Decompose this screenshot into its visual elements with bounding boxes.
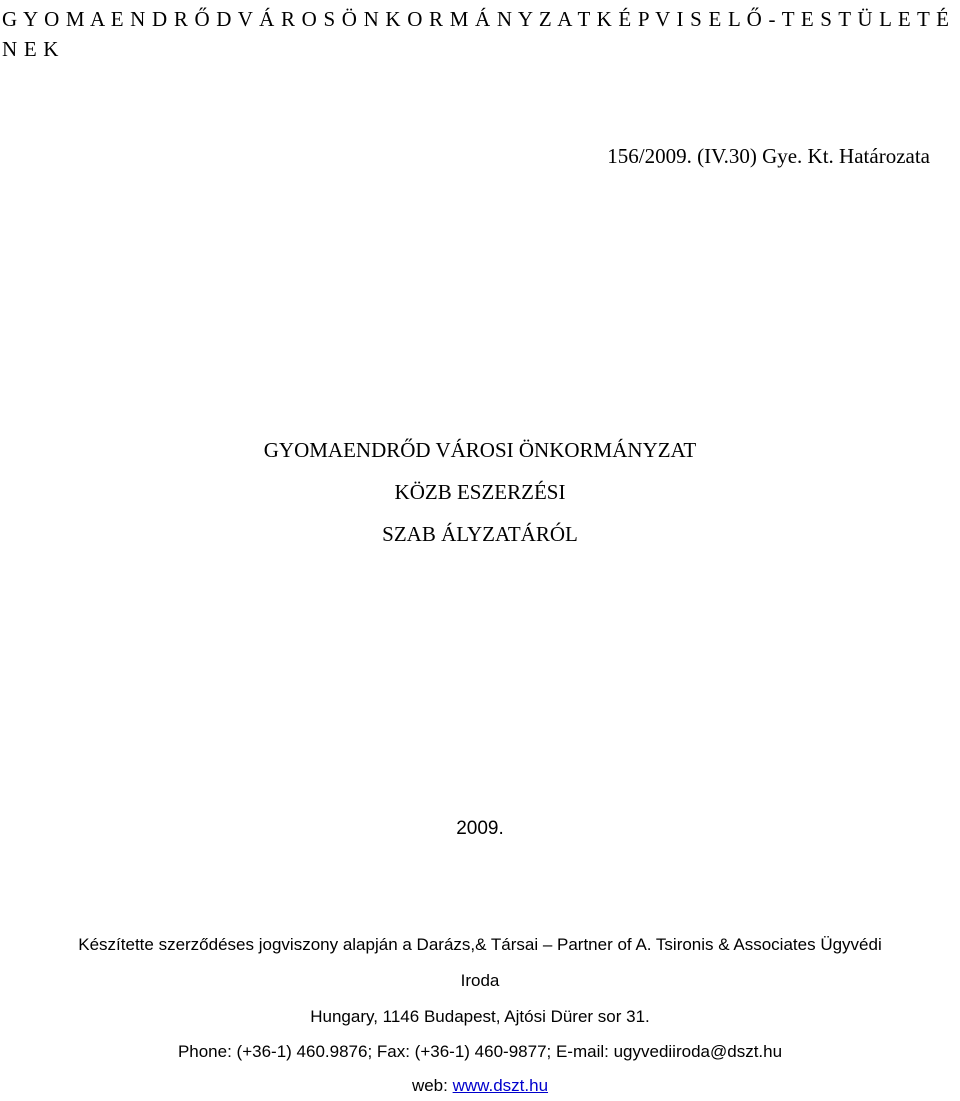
council-header-title: G Y O M A E N D R Ő D V Á R O S Ö N K O R M Á N Y Z A T K É P V I S E L Ő - T E S T Ü L E T É N E K bbox=[2, 7, 956, 61]
document-year: 2009. bbox=[456, 818, 504, 839]
footer-address: Hungary, 1146 Budapest, Ajtósi Dürer sor 31. bbox=[310, 1007, 650, 1026]
doc-title-line-1: GYOMAENDRŐD VÁROSI ÖNKORMÁNYZAT bbox=[263, 438, 697, 462]
footer-prepared-by-cont: Iroda bbox=[460, 971, 500, 990]
doc-title-line-3: SZAB ÁLYZATÁRÓL bbox=[382, 522, 578, 546]
resolution-number: 156/2009. (IV.30) Gye. Kt. Határozata bbox=[607, 144, 930, 168]
footer-web bbox=[0, 1074, 960, 1098]
footer-contact: Phone: (+36-1) 460.9876; Fax: (+36-1) 460-9877; E-mail: ugyvediiroda@dszt.hu bbox=[177, 1042, 783, 1061]
footer-prepared-by: Készítette szerződéses jogviszony alapján a Darázs,& Társai – Partner of A. Tsironis & Associates Ügyvédi bbox=[78, 935, 882, 954]
footer-web-label: web: bbox=[411, 1076, 453, 1095]
doc-title-line-2: KÖZB ESZERZÉSI bbox=[394, 480, 566, 504]
website-link[interactable]: www.dszt.hu bbox=[452, 1076, 549, 1095]
